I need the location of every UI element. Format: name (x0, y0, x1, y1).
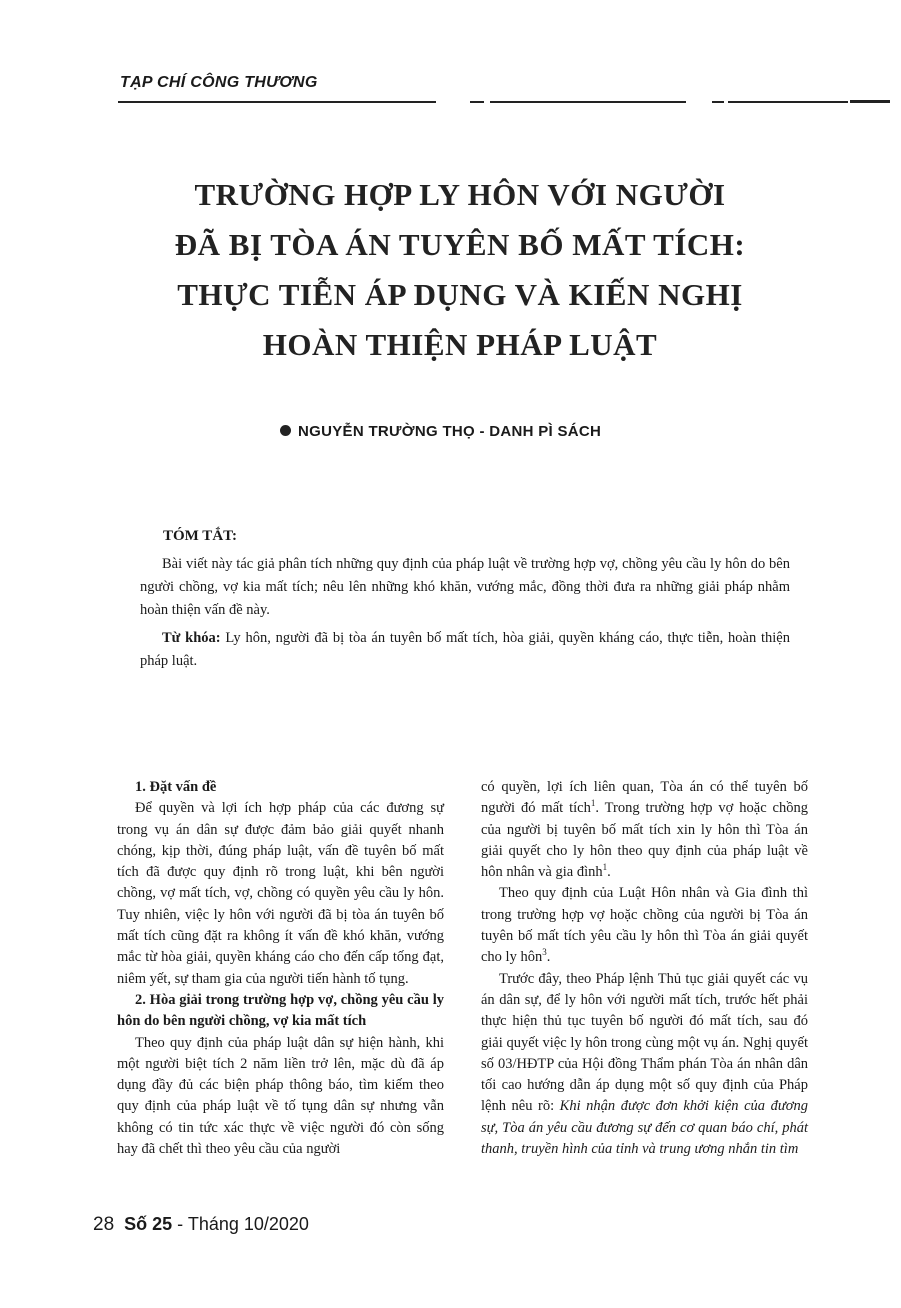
text-run: Theo quy định của Luật Hôn nhân và Gia đình thì trong trường hợp vợ hoặc chồng của người bị Tòa án tuyên bố mất tích yêu cầu ly hôn thì Tòa án giải quyết cho ly hôn (481, 885, 808, 966)
text-run: Trước đây, theo Pháp lệnh Thủ tục giải quyết các vụ án dân sự, để ly hôn với người mất tích, trước hết phải thực hiện thủ tục tuyên bố người đó mất tích, sau đó giải quyết việc ly hôn trong cùng một vụ án. Nghị quyết số 03/HĐTP của Hội đồng Thẩm phán Tòa án nhân dân tối cao hướng dẫn áp dụng một số quy định của Pháp lệnh nêu rõ: (481, 970, 808, 1115)
text-run: có quyền, lợi ích liên quan, Tòa án có thể tuyên bố người đó mất tích (481, 779, 808, 817)
issue-number: Số 25 (124, 1214, 173, 1234)
section-heading: 1. Đặt vấn đề (135, 779, 217, 795)
author-line (280, 423, 601, 440)
left-column (117, 777, 444, 1160)
paragraph: Để quyền và lợi ích hợp pháp của các đương sự trong vụ án dân sự được đảm bảo giải quyết nhanh chóng, kịp thời, đúng pháp luật, vấn đề tuyên bố mất tích đã được quy định rõ trong luật, khi bên người chồng, vợ mất tích, vợ, chồng có quyền yêu cầu ly hôn. Tuy nhiên, việc ly hôn với người đã bị tòa án tuyên bố mất tích cũng đặt ra không ít vấn đề khó khăn, vướng mắc từ hòa giải, quyền kháng cáo cho đến cấp tống đạt, niêm yết, sự tham gia của người tiến hành tố tụng. (117, 800, 444, 987)
issue-date: - Tháng 10/2020 (172, 1214, 309, 1234)
text-run: . (546, 949, 551, 966)
author-names: NGUYỄN TRƯỜNG THỌ - DANH PÌ SÁCH (298, 423, 602, 440)
abstract-text: Bài viết này tác giả phân tích những quy định của pháp luật về trường hợp vợ, chồng yêu cầu ly hôn do bên người chồng, vợ kia mất tích; nêu lên những khó khăn, vướng mắc, đồng thời đưa ra những giải pháp nhằm hoàn thiện vấn đề này. (140, 556, 790, 618)
article-title (100, 170, 820, 370)
right-column (481, 777, 808, 1160)
header-rule (712, 101, 724, 103)
keywords (140, 627, 790, 673)
paragraph (481, 969, 808, 1161)
abstract-heading: TÓM TẮT: (163, 528, 238, 544)
header-rule (490, 101, 686, 103)
title-line: HOÀN THIỆN PHÁP LUẬT (262, 327, 658, 362)
text-run: . (607, 864, 611, 881)
header-rule (728, 101, 848, 103)
paragraph (481, 883, 808, 968)
header-rule (118, 101, 436, 103)
title-line: THỰC TIỄN ÁP DỤNG VÀ KIẾN NGHỊ (177, 277, 743, 312)
footnote-ref: 3 (542, 947, 547, 958)
section-heading: 2. Hòa giải trong trường hợp vợ, chồng yêu cầu ly hôn do bên người chồng, vợ kia mất tích (117, 991, 444, 1030)
journal-name: TẠP CHÍ CÔNG THƯƠNG (120, 74, 318, 91)
header-rule (850, 100, 890, 103)
paragraph: Theo quy định của pháp luật dân sự hiện hành, khi một người biệt tích 2 năm liền trở lên, mặc dù đã áp dụng đầy đủ các biện pháp thông báo, tìm kiếm theo quy định của pháp luật về tố tụng dân sự nhưng vẫn không có tin tức xác thực về việc người đó còn sống hay đã chết thì theo yêu cầu của người (117, 1034, 444, 1158)
title-line: ĐÃ BỊ TÒA ÁN TUYÊN BỐ MẤT TÍCH: (174, 227, 746, 262)
keywords-text: Ly hôn, người đã bị tòa án tuyên bố mất tích, hòa giải, quyền kháng cáo, thực tiễn, hoàn thiện pháp luật. (140, 630, 790, 669)
header-rule (470, 101, 484, 103)
page-footer (93, 1214, 309, 1236)
text-run: . Trong trường hợp vợ hoặc chồng của người bị tuyên bố mất tích xin ly hôn thì Tòa án giải quyết cho ly hôn theo quy định của pháp luật về hôn nhân và gia đình (481, 800, 808, 881)
page-number: 28 (93, 1214, 115, 1235)
footnote-ref: 1 (602, 862, 608, 873)
title-line: TRƯỜNG HỢP LY HÔN VỚI NGƯỜI (194, 177, 726, 212)
footnote-ref: 1 (590, 798, 596, 809)
paragraph (481, 777, 808, 883)
italic-quote: Khi nhận được đơn khởi kiện của đương sự, Tòa án yêu cầu đương sự đến cơ quan báo chí, phát thanh, truyền hình của tỉnh và trung ương nhắn tin tìm (481, 1098, 808, 1158)
bullet-icon (280, 425, 291, 436)
keywords-label: Từ khóa: (162, 630, 221, 646)
